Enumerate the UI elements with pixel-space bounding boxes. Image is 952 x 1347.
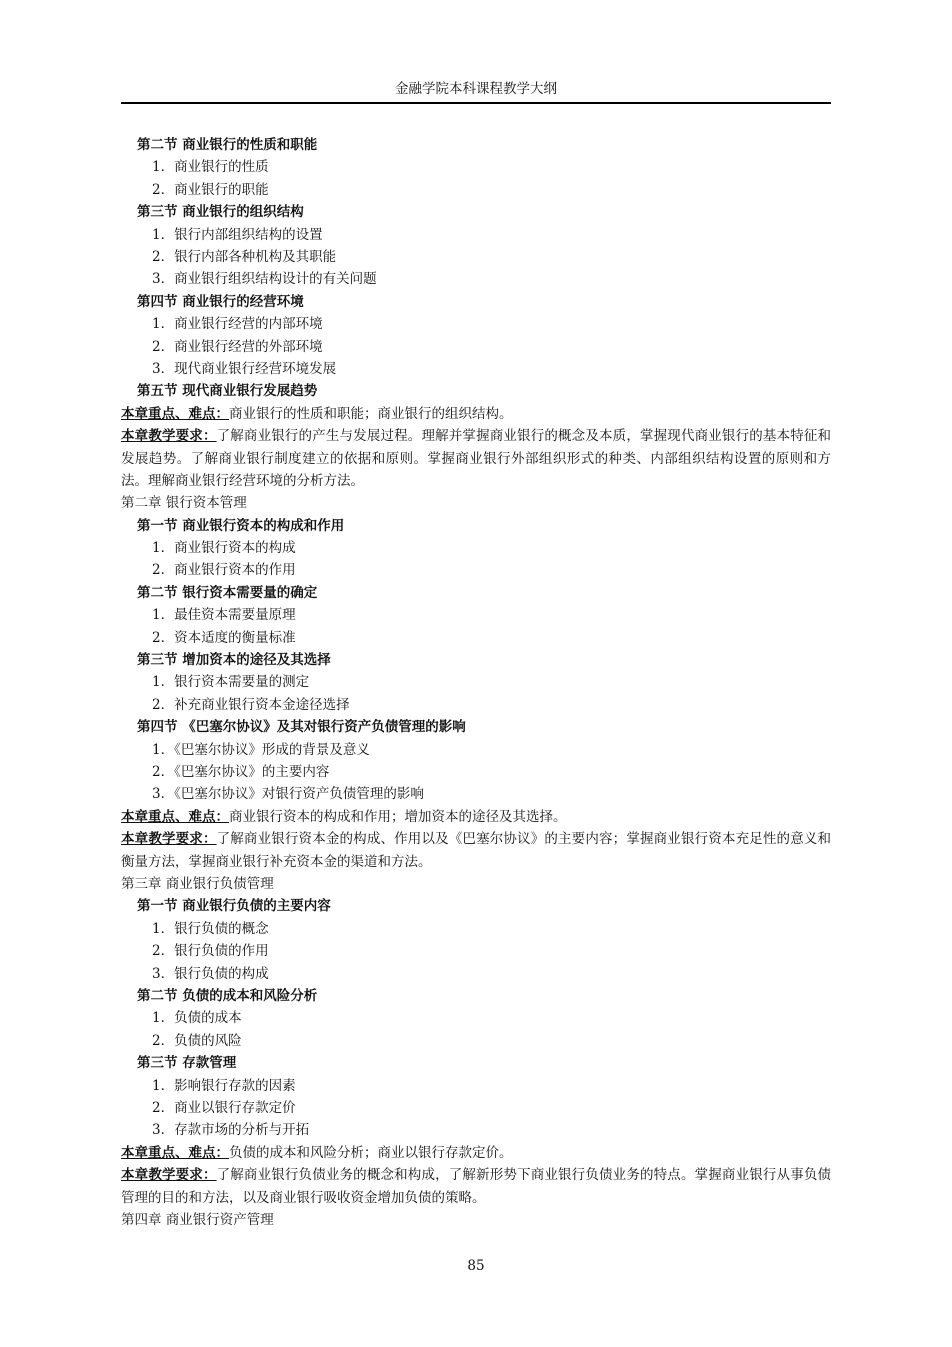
paragraph-text: 商业银行的性质和职能；商业银行的组织结构。	[229, 405, 513, 422]
list-item: 2．银行内部各种机构及其职能	[152, 248, 337, 265]
section-heading: 第二节 银行资本需要量的确定	[137, 584, 318, 601]
list-item: 3．存款市场的分析与开拓	[152, 1122, 310, 1139]
list-item: 2．补充商业银行资本金途径选择	[152, 696, 350, 713]
list-item: 1．银行内部组织结构的设置	[152, 226, 323, 243]
section-heading: 第一节 商业银行负债的主要内容	[137, 898, 331, 915]
page-header-title: 金融学院本科课程教学大纲	[121, 80, 831, 104]
paragraph-text: 了解商业银行资本金的构成、作用以及《巴塞尔协议》的主要内容；掌握商业银行资本充足性的意义和衡量方法，掌握商业银行补充资本金的渠道和方法。	[121, 831, 832, 870]
page-number: 85	[467, 1258, 485, 1274]
requirements-label: 本章教学要求：	[121, 428, 217, 445]
requirements-paragraph	[121, 425, 831, 492]
section-heading: 第三节 商业银行的组织结构	[137, 204, 304, 221]
document-body	[121, 134, 831, 1231]
key-points-label: 本章重点、难点：	[121, 1144, 229, 1161]
list-item: 1．最佳资本需要量原理	[152, 607, 296, 624]
key-points-paragraph	[121, 806, 831, 828]
section-heading: 第一节 商业银行资本的构成和作用	[137, 517, 345, 534]
list-item: 1．负债的成本	[152, 1010, 242, 1027]
list-item: 1．《巴塞尔协议》形成的背景及意义	[152, 741, 370, 758]
list-item: 1．商业银行资本的构成	[152, 540, 296, 557]
requirements-label: 本章教学要求：	[121, 1167, 217, 1184]
key-points-label: 本章重点、难点：	[121, 808, 229, 825]
requirements-paragraph	[121, 828, 831, 873]
key-points-label: 本章重点、难点：	[121, 405, 229, 422]
list-item: 2．银行负债的作用	[152, 943, 269, 960]
paragraph-text: 了解商业银行的产生与发展过程。理解并掌握商业银行的概念及本质，掌握现代商业银行的基本特征和发展趋势。了解商业银行制度建立的依据和原则。掌握商业银行外部组织形式的种类、内部组织结构设置的原则和方法。理解商业银行经营环境的分析方法。	[121, 428, 832, 489]
list-item: 1．影响银行存款的因素	[152, 1077, 296, 1094]
list-item: 2．商业银行资本的作用	[152, 562, 296, 579]
section-heading: 第三节 增加资本的途径及其选择	[137, 652, 331, 669]
list-item: 3．现代商业银行经营环境发展	[152, 360, 337, 377]
chapter-heading: 第二章 银行资本管理	[121, 495, 247, 512]
requirements-paragraph	[121, 1164, 831, 1209]
section-heading: 第三节 存款管理	[137, 1055, 237, 1072]
chapter-heading: 第三章 商业银行负债管理	[121, 876, 274, 892]
paragraph-text: 负债的成本和风险分析；商业以银行存款定价。	[229, 1144, 513, 1161]
key-points-paragraph	[121, 1142, 831, 1164]
paragraph-text: 商业银行资本的构成和作用；增加资本的途径及其选择。	[229, 808, 567, 825]
list-item: 1．银行负债的概念	[152, 920, 269, 937]
requirements-label: 本章教学要求：	[121, 831, 217, 848]
list-item: 3．商业银行组织结构设计的有关问题	[152, 271, 377, 288]
list-item: 1．商业银行经营的内部环境	[152, 316, 323, 333]
section-heading: 第四节 商业银行的经营环境	[137, 293, 304, 310]
list-item: 2．商业以银行存款定价	[152, 1099, 296, 1116]
section-heading: 第二节 商业银行的性质和职能	[137, 137, 318, 153]
paragraph-text: 了解商业银行负债业务的概念和构成，了解新形势下商业银行负债业务的特点。掌握商业银行从事负债管理的目的和方法，以及商业银行吸收资金增加负债的策略。	[121, 1167, 832, 1206]
section-heading: 第五节 现代商业银行发展趋势	[137, 383, 318, 400]
list-item: 3．《巴塞尔协议》对银行资产负债管理的影响	[152, 786, 424, 803]
section-heading: 第四节 《巴塞尔协议》及其对银行资产负债管理的影响	[137, 719, 466, 736]
list-item: 2．商业银行的职能	[152, 181, 269, 198]
list-item: 2．负债的风险	[152, 1032, 242, 1049]
list-item: 3．银行负债的构成	[152, 965, 269, 982]
list-item: 1．商业银行的性质	[152, 159, 269, 176]
list-item: 1．银行资本需要量的测定	[152, 674, 310, 691]
key-points-paragraph	[121, 403, 831, 425]
list-item: 2．《巴塞尔协议》的主要内容	[152, 764, 330, 780]
section-heading: 第二节 负债的成本和风险分析	[137, 987, 318, 1004]
list-item: 2．商业银行经营的外部环境	[152, 338, 323, 355]
chapter-heading: 第四章 商业银行资产管理	[121, 1211, 274, 1228]
list-item: 2．资本适度的衡量标准	[152, 629, 296, 646]
